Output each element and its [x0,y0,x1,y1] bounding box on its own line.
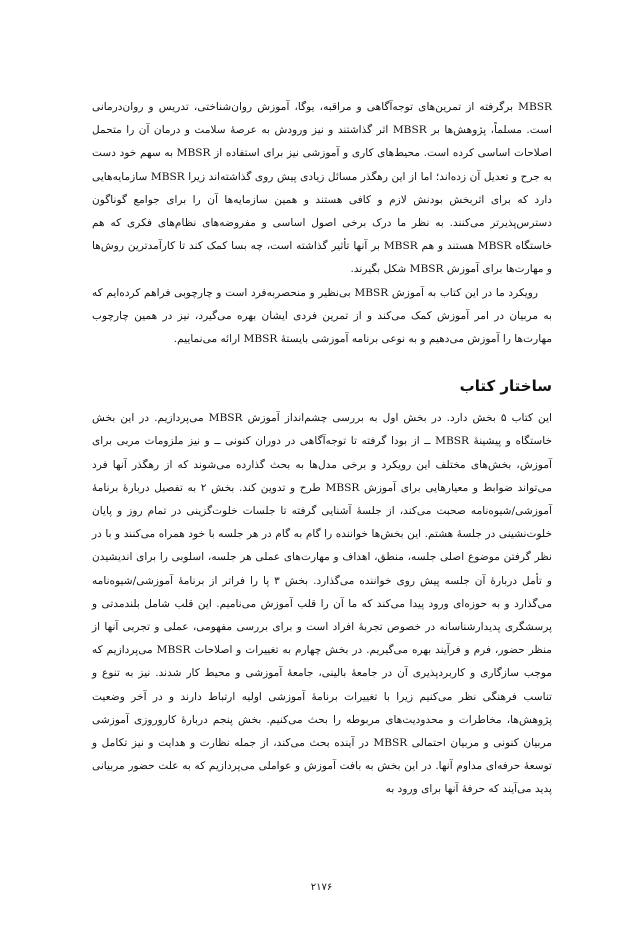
structure-paragraph: این کتاب ۵ بخش دارد. در بخش اول به بررسی چشم‌انداز آموزش MBSR می‌پردازیم. در این بخش خاستگاه و پیشینهٔ MBSR ــ از بودا گرفته تا توجه‌آگاهی در دوران کنونی ــ و نیز ملزومات مربی برای آموزش، بخش‌های مختلف این رویکرد و برخی مدل‌ها به بحث گذارده می‌شوند که از رهگذر آنها فرد می‌تواند ضوابط و معیارهایی برای آموزش MBSR طرح و تدوین کند. بخش ۲ به تفصیل دربارهٔ برنامهٔ آموزشی/شیوه‌نامه صحبت می‌کند، از جلسهٔ آشنایی گرفته تا جلسات خلوت‌گزینی در تمام روز و پایان خلوت‌نشینی در جلسهٔ هشتم. این بخش‌ها خواننده را گام به گام در هر جلسه با خود همراه می‌کنند و با در نظر گرفتن موضوع اصلی جلسه، منطق، اهداف و مهارت‌های عملی هر جلسه، اسلوبی را برای اندیشیدن و تأمل دربارهٔ آن جلسه پیش روی خواننده می‌گذارد. بخش ۳ پا را فراتر از برنامهٔ آموزشی/شیوه‌نامه می‌گذارد و به حوزه‌ای ورود پیدا می‌کند که ما آن را قلب آموزش می‌نامیم. این قلب شامل بلندمدتی و پرسشگری پدیدارشناسانه در خصوص تجربهٔ افراد است و برای بررسی مفهومی، عملی و تجربی آنها از منظر حضور، فرم و فرآیند بهره می‌گیریم. در بخش چهارم به تغییرات و اصلاحات MBSR می‌پردازیم که موجب سازگاری و کاربردپذیری آن در جامعهٔ بالینی، جامعهٔ آموزشی و محیط کار شدند. نیز به تنوع و تناسب فرهنگی نظر می‌کنیم زیرا با تغییرات برنامهٔ آموزشی اولیه ارتباط دارند و در آخر وضعیت پژوهش‌ها، مخاطرات و محدودیت‌های مربوطه را بحث می‌کنیم. بخش پنجم دربارهٔ کاروروزی آموزشی مربیان کنونی و مربیان احتمالی MBSR در آینده بحث می‌کند، از جمله نظارت و هدایت و نیز تکامل و توسعهٔ حرفه‌ای مداوم آنها. در این بخش به بافت آموزش و عواملی می‌پردازیم که به علت حضور مربیانی پدید می‌آیند که حرفهٔ آنها برای ورود به [92,412,552,796]
document-page [92,96,552,802]
intro-paragraph: MBSR برگرفته از تمرین‌های توجه‌آگاهی و مراقبه، یوگا، آموزش روان‌شناختی، تدریس و روان‌درمانی است. مسلماً، پژوهش‌ها بر MBSR اثر گذاشتند و نیز ورودش به عرصهٔ سلامت و درمان آن را متحمل اصلاحات اساسی کرده است. محیط‌های کاری و آموزشی نیز برای استفاده از MBSR به سهم خود دست به جرح و تعدیل آن زده‌اند؛ اما از این رهگذر مسائل زیادی پیش روی گذاشته‌اند زیرا MBSR سازمایه‌هایی دارد که برای اثربخش بودنش لازم و کافی هستند و همین سازمایه‌ها آن را برای جوامع گوناگون دسترس‌پذیرتر می‌کنند. به نظر ما درک برخی اصول اساسی و مفروضه‌های نظام‌های فکری که هم خاستگاه MBSR هستند و هم MBSR بر آنها تأثیر گذاشته است، چه بسا کمک کند تا کارآمدترین روش‌ها و مهارت‌ها برای آموزش MBSR شکل بگیرند. [92,101,553,276]
section-heading: ساختار کتاب [459,377,552,396]
page-number: ۲۱۷۶ [310,882,333,893]
approach-paragraph: رویکرد ما در این کتاب به آموزش MBSR بی‌نظیر و منحصربه‌فرد است و چارچوبی فراهم کرده‌ایم که به مربیان در امر آموزش کمک می‌کند و از تمرین فردی ایشان بهره می‌گیرد، نیز در همین چارچوب مهارت‌ها را آموزش می‌دهیم و به نوعی برنامه آموزشی بایستهٔ MBSR ارائه می‌نماییم. [92,286,552,346]
